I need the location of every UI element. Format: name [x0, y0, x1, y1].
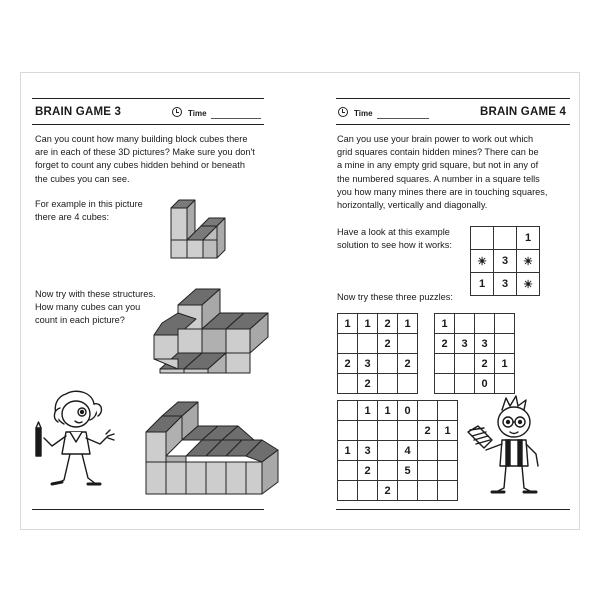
grid-cell[interactable]: 1 [517, 227, 540, 250]
girl-character-illustration [30, 388, 120, 498]
grid-cell[interactable] [358, 481, 378, 501]
right-try-text: Now try these three puzzles: [337, 292, 453, 302]
cube-structure-1 [140, 283, 270, 373]
grid-cell[interactable] [435, 374, 455, 394]
grid-cell[interactable] [358, 421, 378, 441]
grid-cell[interactable] [338, 421, 358, 441]
right-header-rule-bottom [336, 124, 570, 125]
mine-icon[interactable]: ☀ [517, 273, 540, 296]
grid-cell[interactable]: 2 [418, 421, 438, 441]
cube-example-figure [165, 198, 235, 268]
grid-cell[interactable]: 2 [358, 374, 378, 394]
grid-cell[interactable]: 3 [358, 441, 378, 461]
grid-cell[interactable]: 1 [358, 314, 378, 334]
grid-cell[interactable] [398, 374, 418, 394]
grid-cell[interactable]: 2 [358, 461, 378, 481]
grid-cell[interactable]: 2 [378, 334, 398, 354]
grid-cell[interactable] [338, 401, 358, 421]
grid-cell[interactable]: 3 [494, 250, 517, 273]
grid-cell[interactable]: 1 [495, 354, 515, 374]
grid-cell[interactable]: 1 [398, 314, 418, 334]
mine-icon[interactable]: ☀ [471, 250, 494, 273]
grid-cell[interactable] [418, 461, 438, 481]
left-try-text: Now try with these structures. How many cubes can you count in each picture? [35, 289, 156, 326]
clock-icon [338, 107, 348, 117]
grid-cell[interactable]: 0 [475, 374, 495, 394]
grid-cell[interactable] [378, 354, 398, 374]
grid-cell[interactable] [471, 227, 494, 250]
right-example-text: Have a look at this example solution to see how it works: [337, 227, 452, 251]
example-solution-grid [470, 226, 540, 296]
right-intro-text: Can you use your brain power to work out which grid squares contain hidden mines? There can be a mine in any empty grid square, but not in any of the numbered squares. A number in a square tells you how many mines there are in touching squares, horizontally, vertically and diagonally. [337, 134, 548, 211]
grid-cell[interactable]: 1 [378, 401, 398, 421]
grid-cell[interactable] [495, 374, 515, 394]
grid-cell[interactable]: 2 [475, 354, 495, 374]
grid-cell[interactable]: 4 [398, 441, 418, 461]
grid-cell[interactable]: 1 [338, 441, 358, 461]
grid-cell[interactable] [418, 481, 438, 501]
boy-character-illustration [462, 392, 562, 502]
left-time-field[interactable] [211, 118, 261, 119]
grid-cell[interactable]: 3 [494, 273, 517, 296]
grid-cell[interactable]: 2 [378, 314, 398, 334]
grid-cell[interactable] [338, 374, 358, 394]
minesweeper-puzzle-1 [337, 313, 418, 394]
grid-cell[interactable] [378, 461, 398, 481]
grid-cell[interactable]: 0 [398, 401, 418, 421]
clock-icon [172, 107, 182, 117]
grid-cell[interactable] [398, 481, 418, 501]
right-header-rule-top [336, 98, 570, 99]
left-header-rule-top [32, 98, 264, 99]
grid-cell[interactable] [378, 421, 398, 441]
grid-cell[interactable] [494, 227, 517, 250]
left-example-text: For example in this picture there are 4 cubes: [35, 199, 143, 223]
grid-cell[interactable]: 2 [338, 354, 358, 374]
left-page-title: BRAIN GAME 3 [35, 106, 122, 118]
grid-cell[interactable] [438, 461, 458, 481]
grid-cell[interactable]: 1 [471, 273, 494, 296]
grid-cell[interactable] [418, 401, 438, 421]
grid-cell[interactable] [495, 314, 515, 334]
grid-cell[interactable] [438, 401, 458, 421]
right-page-title: BRAIN GAME 4 [480, 106, 567, 118]
left-footer-rule [32, 509, 264, 510]
right-time-field[interactable] [377, 118, 429, 119]
grid-cell[interactable]: 2 [398, 354, 418, 374]
grid-cell[interactable] [475, 314, 495, 334]
minesweeper-puzzle-3 [337, 400, 458, 501]
grid-cell[interactable]: 1 [358, 401, 378, 421]
grid-cell[interactable] [378, 374, 398, 394]
grid-cell[interactable] [455, 354, 475, 374]
grid-cell[interactable]: 3 [475, 334, 495, 354]
left-intro-text: Can you count how many building block cubes there are in each of these 3D pictures? Make sure you don't forget to count any cubes hidden behind or beneath the cubes you can see. [35, 134, 255, 184]
grid-cell[interactable] [418, 441, 438, 461]
grid-cell[interactable] [358, 334, 378, 354]
grid-cell[interactable]: 1 [438, 421, 458, 441]
grid-cell[interactable] [338, 481, 358, 501]
cube-structure-2 [142, 402, 282, 497]
left-time-label: Time [188, 109, 207, 118]
left-header-rule-bottom [32, 124, 264, 125]
grid-cell[interactable] [338, 461, 358, 481]
grid-cell[interactable] [455, 374, 475, 394]
mine-icon[interactable]: ☀ [517, 250, 540, 273]
grid-cell[interactable] [455, 314, 475, 334]
grid-cell[interactable]: 1 [435, 314, 455, 334]
grid-cell[interactable]: 3 [358, 354, 378, 374]
grid-cell[interactable]: 3 [455, 334, 475, 354]
grid-cell[interactable] [398, 421, 418, 441]
grid-cell[interactable]: 1 [338, 314, 358, 334]
grid-cell[interactable] [378, 441, 398, 461]
grid-cell[interactable] [495, 334, 515, 354]
grid-cell[interactable] [438, 481, 458, 501]
grid-cell[interactable]: 2 [435, 334, 455, 354]
right-time-label: Time [354, 109, 373, 118]
grid-cell[interactable] [398, 334, 418, 354]
minesweeper-puzzle-2 [434, 313, 515, 394]
right-footer-rule [336, 509, 570, 510]
grid-cell[interactable] [435, 354, 455, 374]
grid-cell[interactable] [338, 334, 358, 354]
grid-cell[interactable]: 2 [378, 481, 398, 501]
grid-cell[interactable]: 5 [398, 461, 418, 481]
grid-cell[interactable] [438, 441, 458, 461]
